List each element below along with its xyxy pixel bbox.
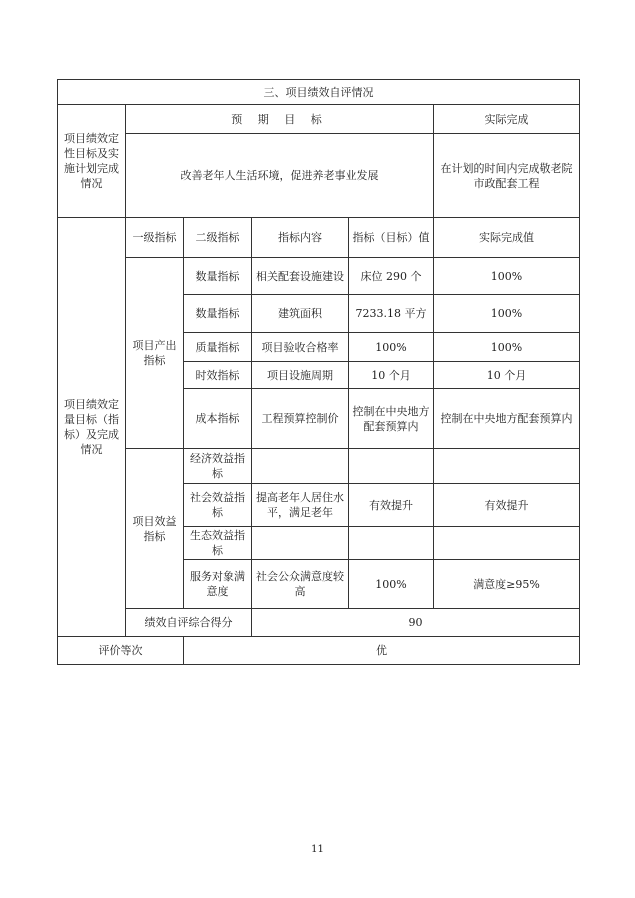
target-cell: 7233.18 平方 [349,295,434,333]
benefit-group-label: 项目效益指标 [126,449,184,609]
header-actual: 实际完成值 [434,218,580,258]
content-cell: 项目设施周期 [252,362,349,389]
actual-completion-text: 在计划的时间内完成敬老院市政配套工程 [434,134,580,218]
content-cell: 建筑面积 [252,295,349,333]
table-row [58,258,580,295]
content-cell: 社会公众满意度较高 [252,560,349,609]
level2-cell: 数量指标 [184,295,252,333]
score-label: 绩效自评综合得分 [126,609,252,637]
level2-cell: 社会效益指标 [184,484,252,527]
expected-goal-header: 预 期 目 标 [126,105,434,134]
actual-cell: 满意度≥95% [434,560,580,609]
content-cell: 项目验收合格率 [252,333,349,362]
target-cell [349,527,434,560]
actual-cell: 控制在中央地方配套预算内 [434,389,580,449]
actual-cell: 100% [434,295,580,333]
performance-table [57,79,580,665]
actual-cell: 10 个月 [434,362,580,389]
target-cell: 控制在中央地方配套预算内 [349,389,434,449]
header-target: 指标（目标）值 [349,218,434,258]
section-title: 三、项目绩效自评情况 [58,80,580,105]
target-cell: 100% [349,560,434,609]
actual-cell: 100% [434,333,580,362]
header-level2: 二级指标 [184,218,252,258]
expected-goal-text: 改善老年人生活环境，促进养老事业发展 [126,134,434,218]
page-number: 11 [311,844,324,855]
grade-value: 优 [184,637,580,665]
actual-cell [434,449,580,484]
level2-cell: 质量指标 [184,333,252,362]
header-level1: 一级指标 [126,218,184,258]
actual-completion-header: 实际完成 [434,105,580,134]
content-cell [252,527,349,560]
level2-cell: 服务对象满意度 [184,560,252,609]
target-cell: 10 个月 [349,362,434,389]
target-cell: 床位 290 个 [349,258,434,295]
quantitative-label: 项目绩效定量目标（指标）及完成情况 [58,218,126,637]
content-cell: 提高老年人居住水平，满足老年 [252,484,349,527]
actual-cell [434,527,580,560]
header-content: 指标内容 [252,218,349,258]
output-group-label: 项目产出指标 [126,258,184,449]
content-cell: 相关配套设施建设 [252,258,349,295]
grade-label: 评价等次 [58,637,184,665]
level2-cell: 数量指标 [184,258,252,295]
actual-cell: 有效提升 [434,484,580,527]
level2-cell: 经济效益指标 [184,449,252,484]
actual-cell: 100% [434,258,580,295]
target-cell: 100% [349,333,434,362]
content-cell: 工程预算控制价 [252,389,349,449]
level2-cell: 成本指标 [184,389,252,449]
score-value: 90 [252,609,580,637]
target-cell [349,449,434,484]
content-cell [252,449,349,484]
target-cell: 有效提升 [349,484,434,527]
qualitative-label: 项目绩效定性目标及实施计划完成情况 [58,105,126,218]
table-row [58,449,580,484]
level2-cell: 时效指标 [184,362,252,389]
level2-cell: 生态效益指标 [184,527,252,560]
